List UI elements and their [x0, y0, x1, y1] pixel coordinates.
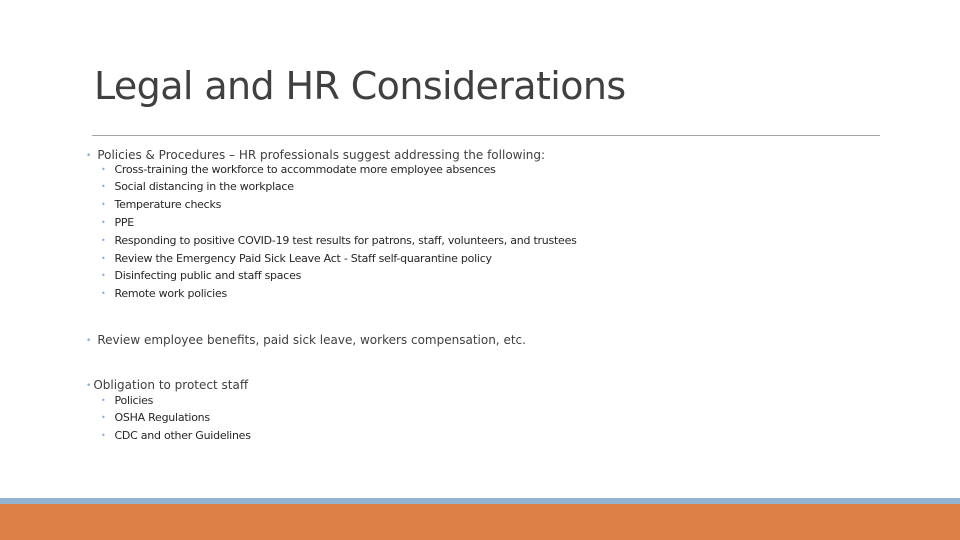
- sub-bullet-emergency-sick-leave: [101, 252, 492, 266]
- sub-bullet-text: Temperature checks: [114, 198, 222, 211]
- bullet-text: Policies & Procedures – HR professionals suggest addressing the following:: [97, 148, 546, 162]
- bullet-marker: •: [101, 271, 106, 280]
- sub-bullet-temperature-checks: [101, 198, 221, 212]
- sub-bullet-text: Remote work policies: [114, 287, 227, 300]
- bullet-marker: •: [86, 381, 92, 391]
- bullet-marker: •: [101, 236, 106, 245]
- sub-bullet-remote-work: [101, 287, 227, 301]
- bullet-marker: •: [101, 165, 106, 174]
- sub-bullet-text: Social distancing in the workplace: [114, 180, 294, 193]
- bullet-marker: •: [86, 151, 92, 161]
- footer-accent-band: [0, 504, 960, 540]
- slide-title: Legal and HR Considerations: [94, 64, 626, 108]
- sub-bullet-cdc-guidelines: [101, 429, 251, 443]
- bullet-marker: •: [101, 289, 106, 298]
- sub-bullet-social-distancing: [101, 180, 294, 194]
- bullet-marker: •: [101, 413, 106, 422]
- sub-bullet-text: CDC and other Guidelines: [114, 429, 251, 442]
- bullet-review-benefits: [86, 332, 526, 349]
- bullet-marker: •: [101, 431, 106, 440]
- sub-bullet-positive-test-response: [101, 234, 577, 248]
- sub-bullet-text: Disinfecting public and staff spaces: [114, 269, 302, 282]
- bullet-marker: •: [101, 254, 106, 263]
- sub-bullet-cross-training: [101, 163, 496, 177]
- sub-bullet-text: PPE: [114, 216, 134, 229]
- bullet-marker: •: [101, 200, 106, 209]
- bullet-policies-procedures: [86, 147, 545, 164]
- bullet-obligation-protect-staff: [86, 377, 248, 394]
- bullet-text: Obligation to protect staff: [93, 378, 249, 392]
- bullet-marker: •: [101, 182, 106, 191]
- sub-bullet-text: Responding to positive COVID-19 test results for patrons, staff, volunteers, and trustees: [114, 234, 577, 247]
- sub-bullet-disinfecting-spaces: [101, 269, 301, 283]
- sub-bullet-ppe: [101, 216, 134, 230]
- title-divider: [92, 135, 880, 136]
- sub-bullet-policies: [101, 394, 153, 408]
- sub-bullet-text: Review the Emergency Paid Sick Leave Act - Staff self-quarantine policy: [114, 252, 492, 265]
- bullet-marker: •: [101, 396, 106, 405]
- bullet-marker: •: [101, 218, 106, 227]
- sub-bullet-text: OSHA Regulations: [114, 411, 210, 424]
- bullet-text: Review employee benefits, paid sick leave, workers compensation, etc.: [97, 333, 526, 347]
- bullet-marker: •: [86, 336, 92, 346]
- sub-bullet-text: Cross-training the workforce to accommodate more employee absences: [114, 163, 496, 176]
- sub-bullet-osha-regulations: [101, 411, 210, 425]
- sub-bullet-text: Policies: [114, 394, 154, 407]
